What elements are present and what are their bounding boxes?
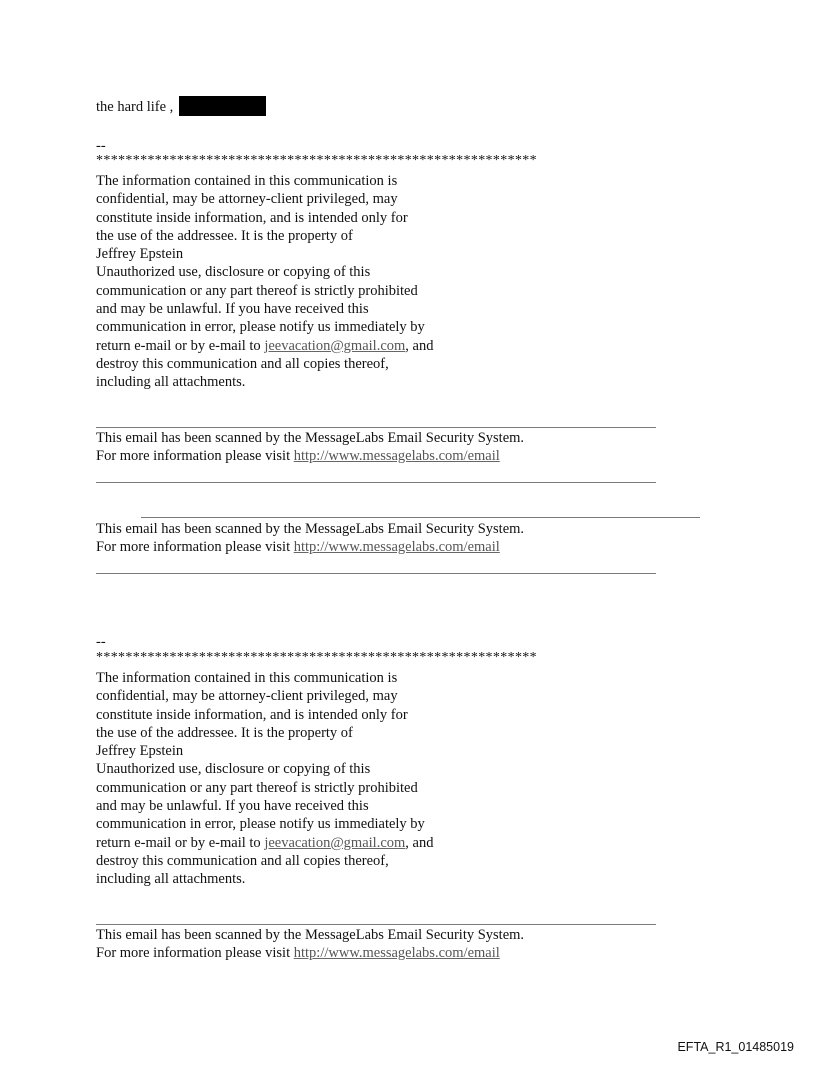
notice-line: and may be unlawful. If you have received this xyxy=(96,301,369,318)
greeting-text: the hard life , xyxy=(96,99,174,115)
divider-rule xyxy=(141,517,700,518)
scan-notice-line: This email has been scanned by the MessageLabs Email Security System. xyxy=(96,430,525,446)
confidentiality-notice-2 xyxy=(96,669,433,889)
notice-line: communication in error, please notify us immediately by xyxy=(96,319,425,336)
notice-line: confidential, may be attorney-client privileged, may xyxy=(96,688,398,705)
scan-notice-2 xyxy=(96,520,524,557)
notice-line: The information contained in this communication is xyxy=(96,173,398,189)
email-suffix: , and xyxy=(405,834,434,851)
notice-line: Jeffrey Epstein xyxy=(96,246,184,263)
notice-line: communication or any part thereof is strictly prohibited xyxy=(96,779,418,796)
document-id: EFTA_R1_01485019 xyxy=(677,1040,794,1054)
scan-notice-3 xyxy=(96,926,524,963)
redaction-box xyxy=(179,96,266,116)
notice-line: destroy this communication and all copies thereof, xyxy=(96,355,389,372)
notice-line-email xyxy=(96,834,433,852)
divider-rule xyxy=(96,482,656,483)
notice-line: constitute inside information, and is intended only for xyxy=(96,209,408,226)
messagelabs-link[interactable]: http://www.messagelabs.com/email xyxy=(293,448,500,465)
divider-rule xyxy=(96,573,656,574)
email-suffix: , and xyxy=(405,337,434,354)
notice-line: The information contained in this communication is xyxy=(96,670,398,686)
notice-line: the use of the addressee. It is the property of xyxy=(96,227,353,244)
confidentiality-notice-1 xyxy=(96,172,433,392)
notice-line: the use of the addressee. It is the property of xyxy=(96,724,353,741)
signature-stars-2: ************************************************************ xyxy=(96,650,537,665)
notice-line: confidential, may be attorney-client privileged, may xyxy=(96,191,398,208)
scan-notice-line: This email has been scanned by the MessageLabs Email Security System. xyxy=(96,521,525,537)
scan-notice-prefix: For more information please visit xyxy=(96,945,294,962)
scan-notice-prefix: For more information please visit xyxy=(96,448,294,465)
notice-line: including all attachments. xyxy=(96,871,246,888)
scan-notice-link-line xyxy=(96,447,524,465)
signature-stars-1: ************************************************************ xyxy=(96,153,537,168)
email-prefix: return e-mail or by e-mail to xyxy=(96,834,265,851)
signature-dashes-1: -- xyxy=(96,138,106,154)
scan-notice-line: This email has been scanned by the MessageLabs Email Security System. xyxy=(96,927,525,943)
notice-line: Unauthorized use, disclosure or copying of this xyxy=(96,264,371,281)
messagelabs-link[interactable]: http://www.messagelabs.com/email xyxy=(293,945,500,962)
email-link[interactable]: jeevacation@gmail.com xyxy=(264,337,406,354)
notice-line: and may be unlawful. If you have received this xyxy=(96,798,369,815)
notice-line: including all attachments. xyxy=(96,374,246,391)
notice-line: communication in error, please notify us immediately by xyxy=(96,816,425,833)
divider-rule xyxy=(96,427,656,428)
scan-notice-prefix: For more information please visit xyxy=(96,539,294,556)
notice-line: destroy this communication and all copies thereof, xyxy=(96,852,389,869)
notice-line-email xyxy=(96,337,433,355)
scan-notice-1 xyxy=(96,429,524,466)
email-link[interactable]: jeevacation@gmail.com xyxy=(264,834,406,851)
messagelabs-link[interactable]: http://www.messagelabs.com/email xyxy=(293,539,500,556)
notice-line: Unauthorized use, disclosure or copying of this xyxy=(96,761,371,778)
scan-notice-link-line xyxy=(96,944,524,962)
signature-dashes-2: -- xyxy=(96,634,106,650)
divider-rule xyxy=(96,924,656,925)
email-prefix: return e-mail or by e-mail to xyxy=(96,337,265,354)
scan-notice-link-line xyxy=(96,538,524,556)
notice-line: constitute inside information, and is intended only for xyxy=(96,706,408,723)
greeting-line xyxy=(96,96,266,116)
notice-line: Jeffrey Epstein xyxy=(96,743,184,760)
notice-line: communication or any part thereof is strictly prohibited xyxy=(96,282,418,299)
